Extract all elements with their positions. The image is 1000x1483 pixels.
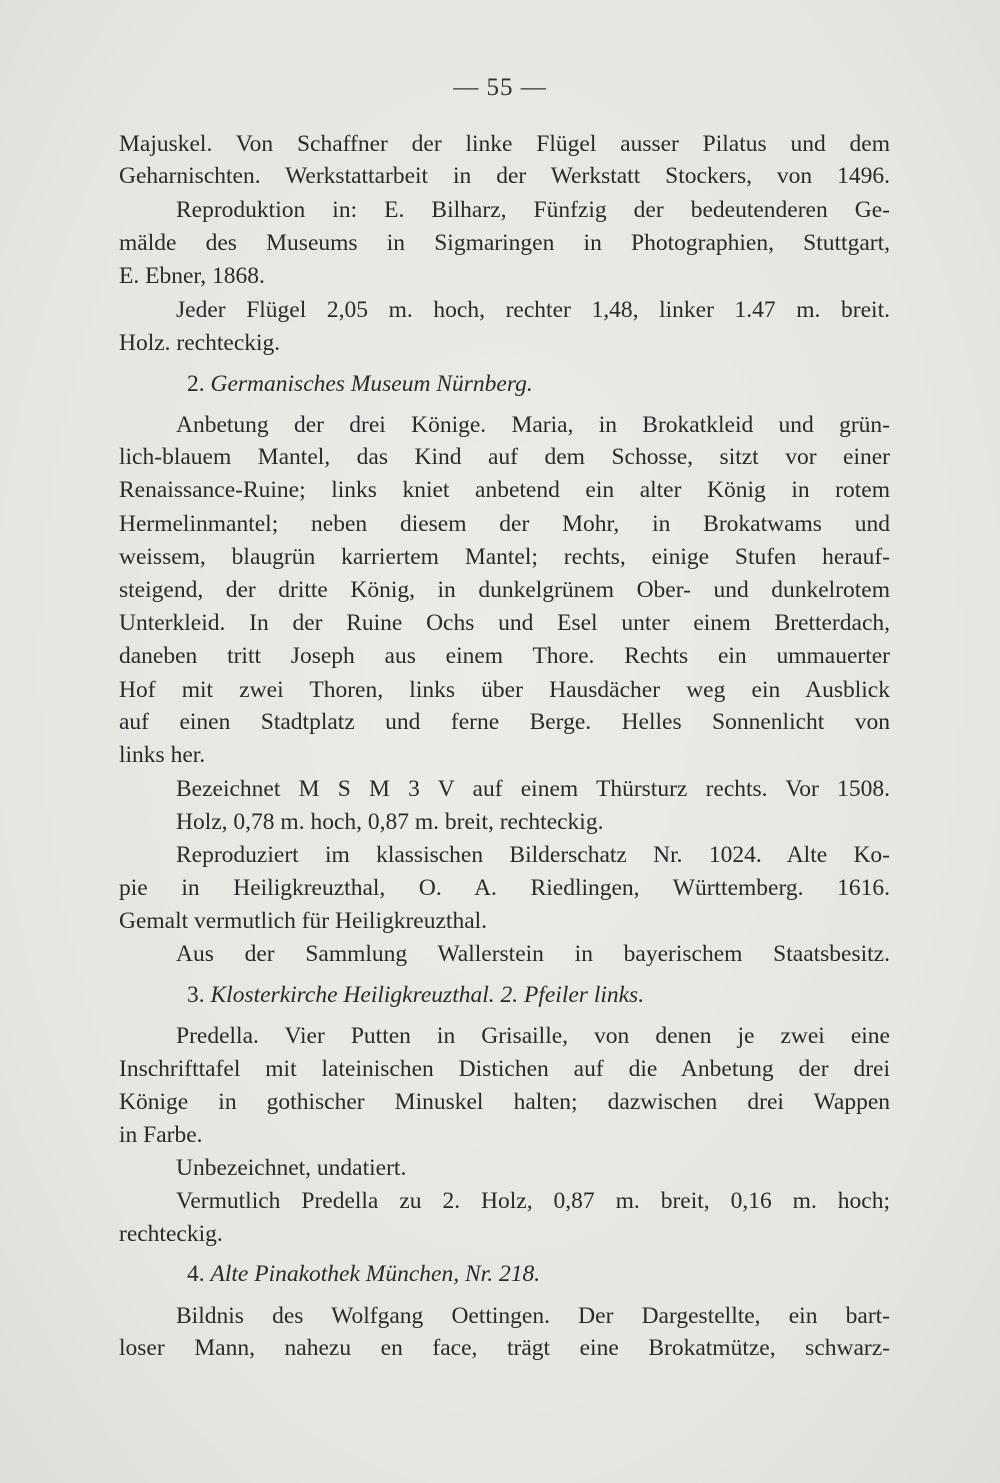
- section-title: Germanisches Museum Nürnberg.: [210, 371, 533, 397]
- text-line: steigend, der dritte König, in dunkelgrünem Ober- und dunkelrotem: [119, 577, 890, 603]
- text-line: Inschrifttafel mit lateinischen Distichen auf die Anbetung der drei: [119, 1056, 890, 1082]
- text-line: Aus der Sammlung Wallerstein in bayerischem Staatsbesitz.: [176, 941, 890, 967]
- section-number: 4.: [187, 1261, 205, 1287]
- text-line: Unterkleid. In der Ruine Ochs und Esel unter einem Bretterdach,: [119, 610, 890, 636]
- text-line: loser Mann, nahezu en face, trägt eine Brokatmütze, schwarz-: [119, 1335, 890, 1361]
- text-line: Anbetung der drei Könige. Maria, in Brokatkleid und grün-: [176, 412, 890, 438]
- text-line: rechteckig.: [119, 1221, 223, 1247]
- text-line: lich-blauem Mantel, das Kind auf dem Schosse, sitzt vor einer: [119, 444, 890, 470]
- section-title: Alte Pinakothek München, Nr. 218.: [210, 1261, 541, 1287]
- text-line: Reproduziert im klassischen Bilderschatz Nr. 1024. Alte Ko-: [176, 842, 890, 868]
- text-line: in Farbe.: [119, 1122, 203, 1148]
- text-line: Renaissance-Ruine; links kniet anbetend ein alter König in rotem: [119, 477, 890, 503]
- text-line: Unbezeichnet, undatiert.: [176, 1155, 407, 1181]
- text-line: E. Ebner, 1868.: [119, 263, 265, 289]
- text-line: Predella. Vier Putten in Grisaille, von denen je zwei eine: [176, 1023, 890, 1049]
- section-heading: [187, 979, 890, 1012]
- text-line: pie in Heiligkreuzthal, O. A. Riedlingen, Württemberg. 1616.: [119, 875, 890, 901]
- text-line: daneben tritt Joseph aus einem Thore. Rechts ein ummauerter: [119, 643, 890, 669]
- text-line: links her.: [119, 742, 206, 768]
- page-number: — 55 —: [453, 74, 547, 101]
- text-line: Hof mit zwei Thoren, links über Hausdächer weg ein Ausblick: [119, 677, 890, 703]
- text-line: weissem, blaugrün karriertem Mantel; rechts, einige Stufen herauf-: [119, 544, 890, 570]
- text-line: mälde des Museums in Sigmaringen in Photographien, Stuttgart,: [119, 230, 890, 256]
- text-line: Gemalt vermutlich für Heiligkreuzthal.: [119, 908, 488, 934]
- text-line: Bezeichnet M S M 3 V auf einem Thürsturz rechts. Vor 1508.: [176, 776, 890, 802]
- section-heading: [187, 368, 890, 401]
- text-line: Bildnis des Wolfgang Oettingen. Der Dargestellte, ein bart-: [176, 1303, 890, 1329]
- text-line: auf einen Stadtplatz und ferne Berge. Helles Sonnenlicht von: [119, 709, 890, 735]
- text-line: Könige in gothischer Minuskel halten; dazwischen drei Wappen: [119, 1089, 890, 1115]
- text-line: Hermelinmantel; neben diesem der Mohr, in Brokatwams und: [119, 511, 890, 537]
- section-title: Klosterkirche Heiligkreuzthal. 2. Pfeiler links.: [210, 982, 645, 1008]
- section-number: 2.: [187, 371, 205, 397]
- text-line: Holz, 0,78 m. hoch, 0,87 m. breit, rechteckig.: [176, 809, 604, 835]
- text-line: Vermutlich Predella zu 2. Holz, 0,87 m. breit, 0,16 m. hoch;: [176, 1188, 890, 1214]
- text-line: Jeder Flügel 2,05 m. hoch, rechter 1,48, linker 1.47 m. breit.: [176, 297, 890, 323]
- section-number: 3.: [187, 982, 205, 1008]
- text-line: Reproduktion in: E. Bilharz, Fünfzig der bedeutenderen Ge-: [176, 197, 890, 223]
- text-line: Majuskel. Von Schaffner der linke Flügel ausser Pilatus und dem: [119, 131, 890, 157]
- text-line: Holz. rechteckig.: [119, 330, 281, 356]
- section-heading: [187, 1258, 890, 1291]
- text-line: Geharnischten. Werkstattarbeit in der Werkstatt Stockers, von 1496.: [119, 163, 890, 189]
